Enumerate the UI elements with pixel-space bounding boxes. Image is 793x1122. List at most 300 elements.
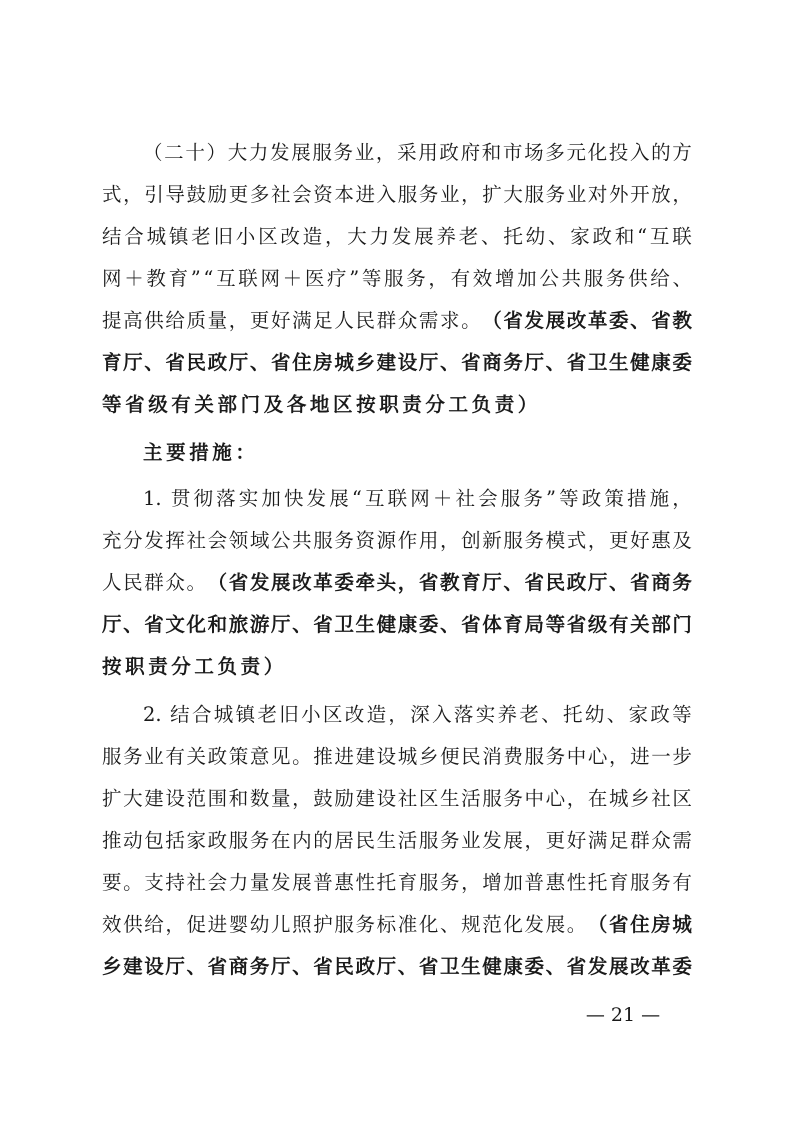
glyph: 中 — [566, 745, 587, 768]
glyph: 支 — [144, 871, 164, 894]
glyph: 和 — [228, 787, 249, 810]
paragraph-item-20-line — [102, 344, 692, 382]
glyph: 源 — [376, 529, 397, 552]
glyph: 推 — [313, 745, 333, 768]
glyph: 教 — [146, 267, 166, 290]
glyph: 商 — [482, 351, 502, 374]
glyph: 放 — [651, 183, 671, 206]
glyph: 务 — [249, 829, 270, 852]
glyph: 区 — [322, 703, 343, 726]
glyph: 人 — [102, 571, 122, 594]
glyph: 托 — [376, 871, 397, 894]
glyph: 群 — [630, 829, 650, 852]
glyph: 更 — [545, 829, 566, 852]
glyph: （ — [143, 141, 163, 164]
glyph: 、 — [672, 267, 692, 290]
glyph: 挥 — [165, 529, 185, 552]
glyph: 造 — [366, 703, 387, 726]
glyph: 育 — [397, 871, 418, 894]
glyph: 务 — [605, 267, 626, 290]
glyph: 养 — [436, 225, 456, 248]
glyph: 养 — [497, 703, 518, 726]
glyph: 励 — [334, 787, 354, 810]
glyph: 惠 — [545, 871, 566, 894]
glyph: 委 — [609, 309, 629, 332]
text-line — [0, 218, 793, 256]
glyph: 心 — [587, 745, 608, 768]
glyph: 多 — [249, 183, 270, 206]
text-line — [0, 822, 793, 860]
glyph: 改 — [566, 309, 587, 332]
glyph: 引 — [144, 183, 164, 206]
glyph: 区 — [258, 225, 278, 248]
glyph: 服 — [334, 913, 354, 936]
glyph: 服 — [397, 183, 418, 206]
glyph: 快 — [284, 487, 304, 510]
glyph: 乡 — [418, 745, 439, 768]
measure-item-2-line — [102, 906, 692, 944]
glyph: 励 — [207, 183, 228, 206]
glyph: 生 — [461, 955, 481, 978]
glyph: 游 — [249, 613, 270, 636]
glyph: ， — [375, 141, 396, 164]
glyph: 见 — [271, 745, 291, 768]
glyph: 加 — [503, 871, 523, 894]
text-line — [0, 780, 793, 818]
glyph: 满 — [587, 829, 608, 852]
glyph: 厅 — [482, 571, 502, 594]
glyph: 政 — [207, 745, 228, 768]
glyph: 等 — [559, 487, 579, 510]
glyph: 托 — [587, 871, 608, 894]
glyph: 服 — [524, 183, 545, 206]
glyph: 展 — [609, 955, 629, 978]
glyph: 准 — [397, 913, 418, 936]
glyph: 网 — [410, 487, 430, 510]
glyph: 彻 — [193, 487, 214, 510]
glyph: 互 — [216, 267, 236, 290]
measure-item-1-line — [102, 606, 692, 644]
glyph: 外 — [609, 183, 629, 206]
glyph: 设 — [376, 745, 397, 768]
glyph: 展 — [271, 571, 291, 594]
glyph: ， — [324, 225, 345, 248]
glyph: 家 — [628, 703, 649, 726]
glyph: 政 — [355, 955, 376, 978]
glyph: 城 — [397, 745, 418, 768]
glyph: 有 — [609, 613, 629, 636]
glyph: 、 — [545, 955, 566, 978]
glyph: 育 — [609, 871, 629, 894]
glyph: 化 — [587, 141, 608, 164]
glyph: 更 — [609, 529, 629, 552]
glyph: 进 — [355, 183, 376, 206]
glyph: 服 — [503, 529, 523, 552]
glyph: 发 — [306, 487, 327, 510]
glyph: 务 — [355, 913, 376, 936]
glyph: 务 — [672, 571, 692, 594]
text-line — [0, 302, 793, 340]
glyph: 政 — [207, 351, 228, 374]
glyph: 括 — [165, 829, 185, 852]
glyph: 心 — [545, 787, 566, 810]
glyph: 厅 — [376, 955, 397, 978]
text-line — [0, 738, 793, 776]
glyph: 十 — [185, 141, 205, 164]
responsible-units-text: 等省级有关部门及各地区按职责分工负责） — [102, 393, 541, 416]
glyph: 、 — [186, 955, 207, 978]
glyph: 改 — [292, 571, 312, 594]
glyph: ＋ — [432, 487, 453, 510]
glyph: 推 — [102, 829, 122, 852]
glyph: 建 — [144, 787, 164, 810]
glyph: 革 — [651, 955, 671, 978]
glyph: 老 — [519, 703, 539, 726]
glyph: 镇 — [168, 225, 189, 248]
glyph: （ — [207, 571, 228, 594]
glyph: 、 — [144, 351, 164, 374]
glyph: 务 — [333, 141, 354, 164]
glyph: 民 — [355, 829, 376, 852]
glyph: 导 — [165, 183, 185, 206]
glyph: 结 — [170, 703, 190, 726]
glyph: 老 — [458, 225, 479, 248]
glyph: 好 — [271, 309, 291, 332]
glyph: 乡 — [102, 955, 122, 978]
glyph: 康 — [397, 613, 418, 636]
glyph: 城 — [672, 913, 692, 936]
glyph: 给 — [144, 913, 164, 936]
glyph: 造 — [302, 225, 323, 248]
glyph: 务 — [249, 955, 270, 978]
text-line — [0, 522, 793, 560]
glyph: 围 — [207, 787, 228, 810]
glyph: ” — [546, 487, 556, 510]
glyph: 省 — [165, 351, 185, 374]
glyph: 用 — [418, 141, 438, 164]
glyph: 元 — [566, 141, 586, 164]
measure-item-1-line — [102, 648, 692, 686]
glyph: 旧 — [213, 225, 233, 248]
glyph: 体 — [482, 613, 502, 636]
glyph: 省 — [566, 955, 587, 978]
glyph: 、 — [606, 703, 627, 726]
glyph: 合 — [124, 225, 144, 248]
glyph: 消 — [482, 745, 502, 768]
glyph: 省 — [566, 351, 587, 374]
glyph: 领 — [228, 529, 249, 552]
glyph: 在 — [271, 829, 291, 852]
glyph: ， — [461, 183, 481, 206]
glyph: 公 — [271, 529, 291, 552]
glyph: 联 — [238, 267, 258, 290]
glyph: 要 — [102, 871, 122, 894]
glyph: 效 — [472, 267, 493, 290]
responsible-units-text: 主要措施： — [143, 441, 259, 464]
text-line — [0, 606, 793, 644]
glyph: 务 — [440, 829, 460, 852]
glyph: 照 — [292, 913, 312, 936]
glyph: ＋ — [282, 267, 303, 290]
glyph: 发 — [271, 871, 291, 894]
glyph: 更 — [249, 309, 270, 332]
measure-item-2-line — [102, 822, 692, 860]
glyph: 惠 — [334, 871, 354, 894]
glyph: 社 — [455, 487, 476, 510]
glyph: 部 — [651, 613, 671, 636]
glyph: 范 — [186, 787, 207, 810]
glyph: 用 — [418, 529, 439, 552]
paragraph-item-20-line — [102, 260, 692, 298]
glyph: 旧 — [279, 703, 299, 726]
glyph: （ — [482, 309, 502, 332]
glyph: 活 — [461, 787, 481, 810]
glyph: 供 — [123, 913, 143, 936]
glyph: 乡 — [630, 787, 650, 810]
glyph: 发 — [587, 955, 608, 978]
glyph: 城 — [334, 351, 354, 374]
glyph: 、 — [292, 955, 312, 978]
glyph: 务 — [545, 183, 566, 206]
paragraph-item-20-line — [102, 302, 692, 340]
glyph: 在 — [587, 787, 608, 810]
glyph: 模 — [545, 529, 566, 552]
glyph: 务 — [406, 267, 426, 290]
glyph: 市 — [502, 141, 523, 164]
glyph: 政 — [581, 487, 602, 510]
glyph: 增 — [482, 871, 502, 894]
text-line — [0, 134, 793, 172]
glyph: 服 — [630, 871, 650, 894]
glyph: 育 — [503, 613, 523, 636]
glyph: 动 — [123, 829, 143, 852]
glyph: 服 — [418, 871, 439, 894]
glyph: 府 — [460, 141, 481, 164]
glyph: ， — [609, 745, 629, 768]
text-line — [0, 564, 793, 602]
glyph: 省 — [418, 571, 439, 594]
glyph: 建 — [355, 745, 376, 768]
glyph: 、 — [440, 913, 460, 936]
glyph: 育 — [168, 267, 189, 290]
glyph: ， — [566, 787, 587, 810]
glyph: 社 — [271, 183, 291, 206]
glyph: ， — [440, 529, 460, 552]
glyph: 区 — [672, 787, 692, 810]
glyph: 委 — [524, 955, 545, 978]
glyph: 城 — [146, 225, 167, 248]
glyph: 活 — [397, 829, 418, 852]
glyph: 足 — [313, 309, 333, 332]
glyph: 、 — [440, 351, 460, 374]
glyph: 联 — [672, 225, 692, 248]
glyph: 政 — [650, 703, 670, 726]
glyph: 资 — [313, 183, 333, 206]
glyph: 服 — [524, 745, 545, 768]
glyph: 本 — [334, 183, 354, 206]
glyph: 厅 — [271, 613, 291, 636]
glyph: 普 — [524, 871, 545, 894]
glyph: 公 — [539, 267, 559, 290]
glyph: 建 — [123, 955, 143, 978]
glyph: 满 — [292, 309, 312, 332]
glyph: 省 — [566, 613, 587, 636]
glyph: 民 — [355, 309, 376, 332]
glyph: 充 — [102, 529, 122, 552]
glyph: ， — [672, 183, 692, 206]
glyph: 措 — [626, 487, 647, 510]
glyph: 进 — [334, 745, 354, 768]
glyph: 及 — [672, 529, 692, 552]
glyph: 步 — [672, 745, 692, 768]
glyph: 扩 — [102, 787, 122, 810]
glyph: 展 — [291, 141, 311, 164]
glyph: “ — [203, 267, 214, 290]
measure-item-2-line — [143, 696, 692, 734]
glyph: 商 — [228, 955, 249, 978]
glyph: 服 — [500, 487, 521, 510]
glyph: 服 — [384, 267, 404, 290]
glyph: 合 — [191, 703, 212, 726]
text-line — [0, 648, 793, 686]
glyph: 众 — [651, 829, 671, 852]
glyph: 文 — [165, 613, 185, 636]
glyph: 互 — [365, 487, 385, 510]
glyph: 卫 — [440, 955, 460, 978]
glyph: 厅 — [165, 955, 185, 978]
glyph: 化 — [503, 913, 523, 936]
glyph: 的 — [651, 141, 671, 164]
glyph: 发 — [144, 529, 164, 552]
measure-item-1-line — [102, 522, 692, 560]
glyph: 厅 — [102, 613, 122, 636]
glyph: 省 — [609, 913, 629, 936]
glyph: 群 — [144, 571, 164, 594]
glyph: 务 — [503, 351, 523, 374]
glyph: 务 — [418, 183, 439, 206]
glyph: 房 — [313, 351, 333, 374]
glyph: 业 — [354, 141, 375, 164]
glyph: 设 — [376, 787, 397, 810]
glyph: 展 — [545, 913, 566, 936]
glyph: 进 — [630, 745, 650, 768]
text-line — [0, 260, 793, 298]
glyph: 、 — [545, 351, 566, 374]
glyph: 省 — [418, 955, 439, 978]
glyph: 发 — [524, 309, 545, 332]
glyph: 展 — [292, 871, 312, 894]
glyph: 会 — [292, 183, 312, 206]
glyph: 委 — [418, 613, 439, 636]
glyph: 便 — [440, 745, 460, 768]
glyph: 委 — [334, 571, 354, 594]
glyph: 落 — [453, 703, 474, 726]
glyph: 儿 — [271, 913, 291, 936]
glyph: 牵 — [355, 571, 376, 594]
text-line — [0, 434, 793, 472]
glyph: 生 — [355, 613, 376, 636]
glyph: 力 — [248, 141, 269, 164]
glyph: 共 — [561, 267, 582, 290]
glyph: 厅 — [524, 351, 545, 374]
glyph: 门 — [672, 613, 692, 636]
glyph: 设 — [144, 955, 164, 978]
glyph: 标 — [376, 913, 397, 936]
glyph: ） — [206, 141, 227, 164]
glyph: 托 — [503, 225, 523, 248]
text-line — [0, 948, 793, 986]
glyph: 委 — [672, 955, 692, 978]
glyph: 的 — [313, 829, 333, 852]
glyph: ， — [524, 829, 545, 852]
paragraph-item-20-line — [143, 134, 692, 172]
glyph: 旅 — [228, 613, 249, 636]
glyph: 民 — [461, 745, 481, 768]
measure-item-2-line — [102, 864, 692, 902]
glyph: 增 — [494, 267, 515, 290]
measure-item-2-line — [102, 948, 692, 986]
glyph: 网 — [102, 267, 122, 290]
glyph: 服 — [313, 529, 333, 552]
glyph: 服 — [482, 787, 502, 810]
glyph: 务 — [545, 745, 566, 768]
glyph: 采 — [397, 141, 417, 164]
glyph: 有 — [165, 745, 185, 768]
glyph: 社 — [186, 871, 207, 894]
glyph: 、 — [397, 955, 418, 978]
glyph: 省 — [207, 955, 228, 978]
glyph: 化 — [418, 913, 439, 936]
glyph: 包 — [144, 829, 164, 852]
glyph: 。 — [461, 309, 481, 332]
glyph: 意 — [249, 745, 270, 768]
glyph: 建 — [355, 787, 376, 810]
glyph: 育 — [461, 571, 481, 594]
glyph: ＋ — [124, 267, 144, 290]
glyph: 革 — [587, 309, 608, 332]
text-line — [0, 344, 793, 382]
glyph: 生 — [609, 351, 629, 374]
glyph: 革 — [313, 571, 333, 594]
glyph: 资 — [355, 529, 376, 552]
glyph: 施 — [649, 487, 670, 510]
text-line — [0, 386, 793, 424]
glyph: 投 — [608, 141, 629, 164]
glyph: 网 — [260, 267, 280, 290]
glyph: 大 — [347, 225, 367, 248]
glyph: 供 — [144, 309, 164, 332]
glyph: 会 — [478, 487, 498, 510]
glyph: 性 — [566, 871, 587, 894]
glyph: 策 — [228, 745, 249, 768]
measure-item-1-line — [102, 564, 692, 602]
glyph: 、 — [481, 225, 501, 248]
glyph: 城 — [609, 787, 629, 810]
glyph: 给 — [650, 267, 670, 290]
glyph: 改 — [344, 703, 365, 726]
glyph: 局 — [524, 613, 545, 636]
measure-item-1-line — [143, 480, 692, 518]
glyph: 人 — [334, 309, 354, 332]
glyph: 城 — [213, 703, 234, 726]
glyph: 费 — [503, 745, 523, 768]
glyph: ” — [349, 267, 360, 290]
glyph: 化 — [186, 613, 207, 636]
glyph: 范 — [482, 913, 502, 936]
glyph: 疗 — [327, 267, 347, 290]
glyph: 需 — [672, 829, 692, 852]
glyph: 关 — [186, 745, 207, 768]
